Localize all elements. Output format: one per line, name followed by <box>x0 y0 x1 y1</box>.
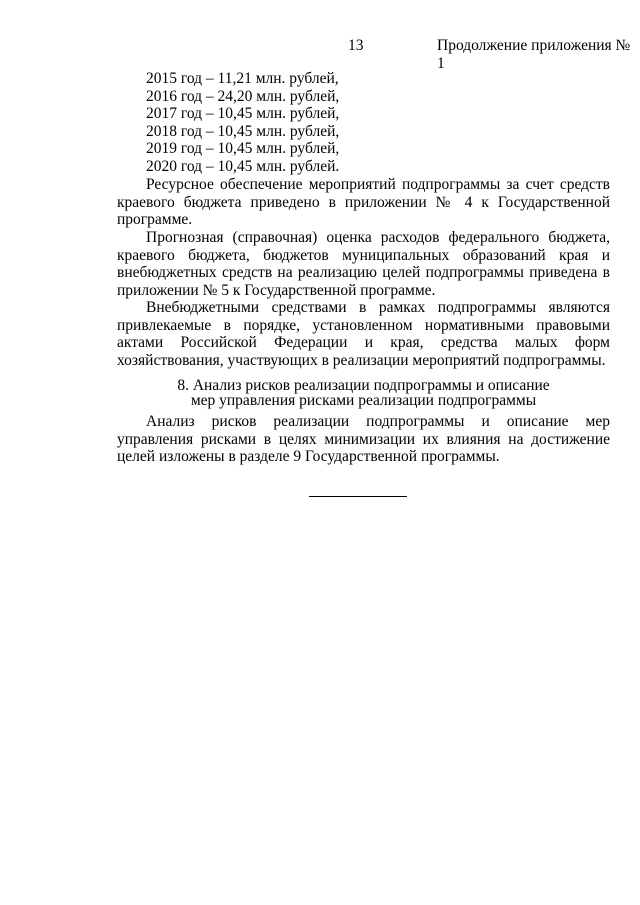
funding-line-2019: 2019 год – 10,45 млн. рублей, <box>146 140 340 158</box>
paragraph-forecast-estimate: Прогнозная (справочная) оценка расходов федерального бюджета, краевого бюджета, бюджетов муниципальных образований края и внебюджетных средств на реализацию целей подпрограммы приведена в приложении № 5 к Государственной программе. <box>117 229 610 299</box>
page-number: 13 <box>348 37 364 54</box>
section-8-heading-line-1: 8. Анализ рисков реализации подпрограммы и описание <box>177 377 550 394</box>
funding-by-year-list <box>146 70 339 176</box>
closing-divider <box>309 496 407 497</box>
section-8-heading <box>117 378 610 408</box>
funding-line-2017: 2017 год – 10,45 млн. рублей, <box>146 105 340 123</box>
section-8-heading-line-2: мер управления рисками реализации подпрограммы <box>190 392 537 409</box>
paragraph-regional-budget: Ресурсное обеспечение мероприятий подпрограммы за счет средств краевого бюджета приведено в приложении № 4 к Государственной программе. <box>117 176 610 229</box>
funding-line-2016: 2016 год – 24,20 млн. рублей, <box>146 87 340 105</box>
paragraph-extrabudgetary-funds: Внебюджетными средствами в рамках подпрограммы являются привлекаемые в порядке, установленном нормативными правовыми актами Российской Федерации и края, средства малых форм хозяйствования, участвующих в реализации мероприятий подпрограммы. <box>117 299 610 369</box>
appendix-continuation-note: Продолжение приложения № 1 <box>437 37 631 72</box>
funding-line-2015: 2015 год – 11,21 млн. рублей, <box>146 70 339 87</box>
paragraph-risk-analysis: Анализ рисков реализации подпрограммы и описание мер управления рисками в целях минимизации их влияния на достижение целей изложены в разделе 9 Государственной программы. <box>117 413 610 466</box>
funding-line-2020: 2020 год – 10,45 млн. рублей. <box>146 157 340 175</box>
funding-line-2018: 2018 год – 10,45 млн. рублей, <box>146 122 340 140</box>
